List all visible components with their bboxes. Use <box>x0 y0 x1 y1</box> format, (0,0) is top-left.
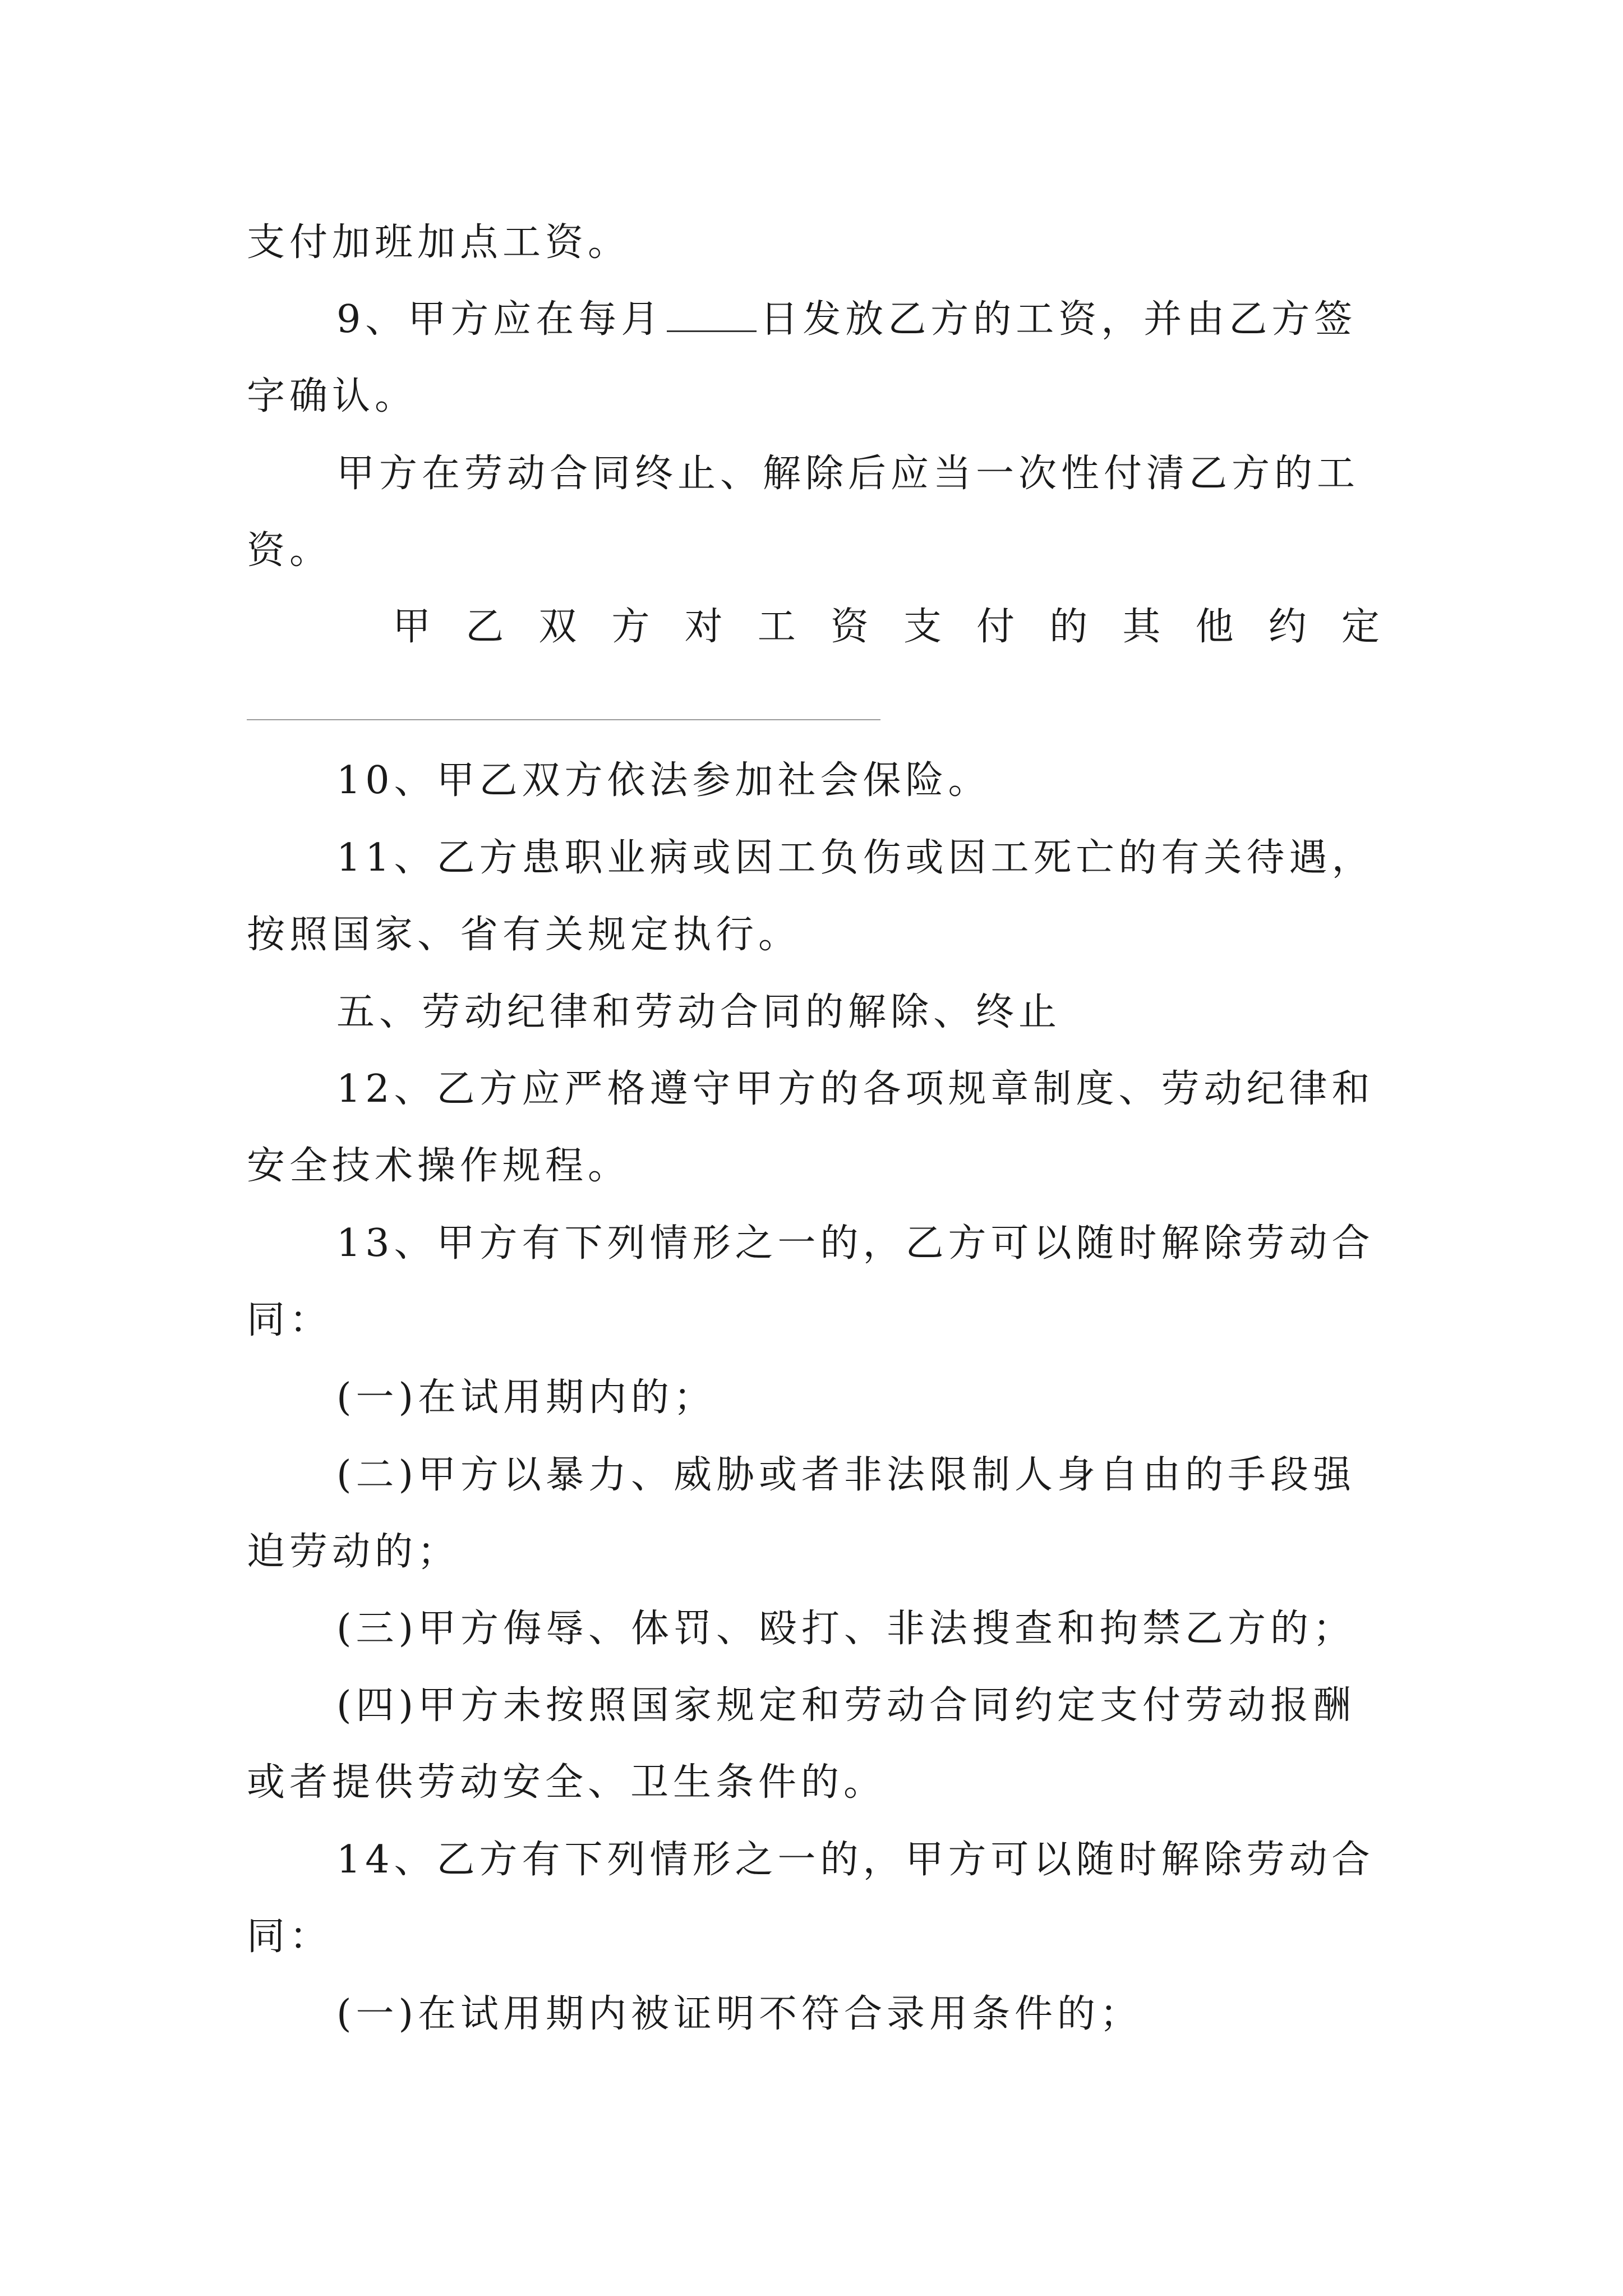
text-line: 甲方在劳动合同终止、解除后应当一次性付清乙方的工 <box>336 452 1360 496</box>
text-line: (四)甲方未按照国家规定和劳动合同约定支付劳动报酬 <box>336 1683 1356 1728</box>
blank-fill-line <box>667 298 757 332</box>
spaced-character: 其 <box>1122 605 1161 649</box>
spaced-character: 约 <box>1268 605 1307 649</box>
text-line: (二)甲方以暴力、威胁或者非法限制人身自由的手段强 <box>336 1453 1356 1497</box>
spaced-character: 他 <box>1195 605 1234 649</box>
spaced-character: 甲 <box>393 605 431 649</box>
text-segment: 9、甲方应在每月 <box>336 297 664 342</box>
text-segment: 日发放乙方的工资，并由乙方签 <box>760 297 1357 342</box>
text-line: 11、乙方患职业病或因工负伤或因工死亡的有关待遇， <box>336 836 1375 880</box>
spaced-character: 双 <box>538 605 577 649</box>
text-line: 字确认。 <box>247 374 418 418</box>
text-line: (三)甲方侮辱、体罚、殴打、非法搜查和拘禁乙方的； <box>336 1607 1356 1651</box>
text-line: 同： <box>247 1915 333 1959</box>
text-line: 13、甲方有下列情形之一的，乙方可以随时解除劳动合 <box>336 1221 1375 1266</box>
text-line: 安全技术操作规程。 <box>247 1144 631 1188</box>
text-line: (一)在试用期内的； <box>336 1375 717 1420</box>
text-line: 或者提供劳动安全、卫生条件的。 <box>247 1760 887 1805</box>
text-line: 12、乙方应严格遵守甲方的各项规章制度、劳动纪律和 <box>336 1067 1375 1111</box>
spaced-character: 支 <box>903 605 942 649</box>
section-heading: 五、劳动纪律和劳动合同的解除、终止 <box>336 990 1062 1034</box>
blank-fill-line <box>247 719 880 720</box>
spaced-character: 资 <box>830 605 869 649</box>
other-agreement-line <box>393 602 1380 652</box>
text-line: 同： <box>247 1298 333 1342</box>
text-line: 14、乙方有下列情形之一的，甲方可以随时解除劳动合 <box>336 1838 1375 1882</box>
text-line: 资。 <box>247 528 333 573</box>
spaced-character: 付 <box>976 605 1015 649</box>
spaced-character: 定 <box>1341 605 1380 649</box>
paragraph-9-line-1 <box>336 295 1380 345</box>
text-line: 支付加班加点工资。 <box>247 220 631 265</box>
spaced-character: 乙 <box>465 605 504 649</box>
spaced-character: 工 <box>757 605 796 649</box>
spaced-character: 方 <box>611 605 650 649</box>
spaced-character: 对 <box>684 605 723 649</box>
text-line: (一)在试用期内被证明不符合录用条件的； <box>336 1992 1143 2036</box>
text-line: 迫劳动的； <box>247 1530 460 1574</box>
spaced-character: 的 <box>1049 605 1088 649</box>
text-line: 10、甲乙双方依法参加社会保险。 <box>336 758 991 803</box>
text-line: 按照国家、省有关规定执行。 <box>247 913 801 957</box>
